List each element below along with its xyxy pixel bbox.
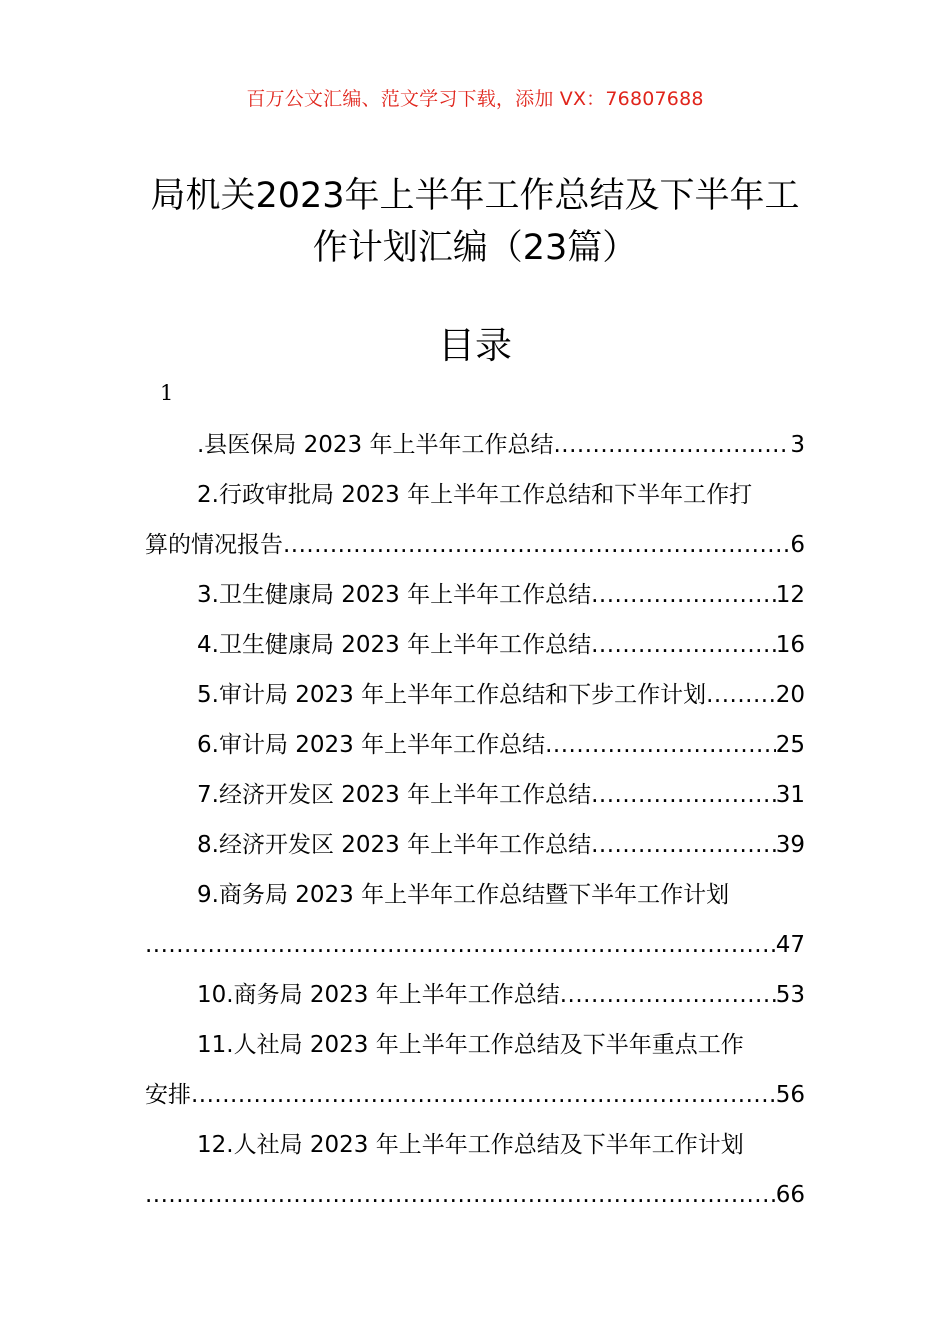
toc-entry-page: 12 [775, 582, 805, 608]
toc-leader-dots [145, 1170, 776, 1220]
toc-entry-title: 4.卫生健康局 2023 年上半年工作总结 [197, 632, 592, 658]
toc-leader-dots [545, 720, 776, 770]
toc-leader-dots [283, 520, 790, 570]
toc-entry-title: 11.人社局 2023 年上半年工作总结及下半年重点工作 [197, 1032, 744, 1058]
title-line-1: 局机关2023年上半年工作总结及下半年工 [150, 176, 800, 216]
toc-leader-dots [591, 820, 776, 870]
toc-entry-7[interactable] [145, 770, 805, 820]
toc-entry-9-line-1[interactable] [145, 870, 805, 920]
toc-entry-11-line-2[interactable] [145, 1070, 805, 1120]
toc-entry-title-cont: 算的情况报告 [145, 532, 283, 558]
toc-heading: 目录 [438, 324, 512, 367]
toc-entry-title: 9.商务局 2023 年上半年工作总结暨下半年工作计划 [197, 882, 730, 908]
toc-entry-8[interactable] [145, 820, 805, 870]
toc-leader-dots [591, 570, 776, 620]
toc-entry-3[interactable] [145, 570, 805, 620]
toc-entry-page: 3 [790, 432, 805, 458]
header-watermark: 百万公文汇编、范文学习下载，添加 VX：76807688 [246, 88, 704, 110]
toc-entry-page: 31 [775, 782, 805, 808]
toc-entry-5[interactable] [145, 670, 805, 720]
toc-entry-page: 56 [775, 1082, 805, 1108]
page-number: 1 [160, 381, 174, 405]
table-of-contents [145, 420, 805, 1220]
document-title [120, 170, 830, 274]
toc-entry-page: 53 [775, 982, 805, 1008]
toc-entry-12-line-2[interactable] [145, 1170, 805, 1220]
toc-entry-title: 3.卫生健康局 2023 年上半年工作总结 [197, 582, 592, 608]
toc-entry-title: 6.审计局 2023 年上半年工作总结 [197, 732, 546, 758]
toc-entry-9-line-2[interactable] [145, 920, 805, 970]
toc-entry-page: 47 [775, 932, 805, 958]
title-line-2: 作计划汇编（23篇） [312, 228, 638, 268]
toc-entry-title: 8.经济开发区 2023 年上半年工作总结 [197, 832, 592, 858]
toc-entry-2-line-1[interactable] [145, 470, 805, 520]
toc-entry-page: 20 [775, 682, 805, 708]
toc-leader-dots [560, 970, 776, 1020]
toc-entry-title: 7.经济开发区 2023 年上半年工作总结 [197, 782, 592, 808]
toc-entry-11-line-1[interactable] [145, 1020, 805, 1070]
toc-entry-4[interactable] [145, 620, 805, 670]
toc-entry-title: 12.人社局 2023 年上半年工作总结及下半年工作计划 [197, 1132, 744, 1158]
toc-entry-title: 5.审计局 2023 年上半年工作总结和下步工作计划 [197, 682, 707, 708]
toc-entry-10[interactable] [145, 970, 805, 1020]
toc-entry-title-cont: 安排 [145, 1082, 191, 1108]
toc-entry-page: 39 [775, 832, 805, 858]
toc-leader-dots [706, 670, 776, 720]
toc-entry-6[interactable] [145, 720, 805, 770]
toc-leader-dots [553, 420, 790, 470]
toc-entry-title: .县医保局 2023 年上半年工作总结 [197, 432, 554, 458]
toc-entry-12-line-1[interactable] [145, 1120, 805, 1170]
toc-leader-dots [191, 1070, 776, 1120]
toc-entry-page: 66 [775, 1182, 805, 1208]
toc-entry-title: 2.行政审批局 2023 年上半年工作总结和下半年工作打 [197, 482, 753, 508]
toc-entry-page: 25 [775, 732, 805, 758]
toc-leader-dots [591, 770, 776, 820]
toc-leader-dots [591, 620, 776, 670]
toc-entry-1[interactable] [145, 420, 805, 470]
toc-entry-page: 16 [775, 632, 805, 658]
toc-entry-2-line-2[interactable] [145, 520, 805, 570]
toc-entry-title: 10.商务局 2023 年上半年工作总结 [197, 982, 560, 1008]
toc-entry-page: 6 [790, 532, 805, 558]
toc-leader-dots [145, 920, 776, 970]
